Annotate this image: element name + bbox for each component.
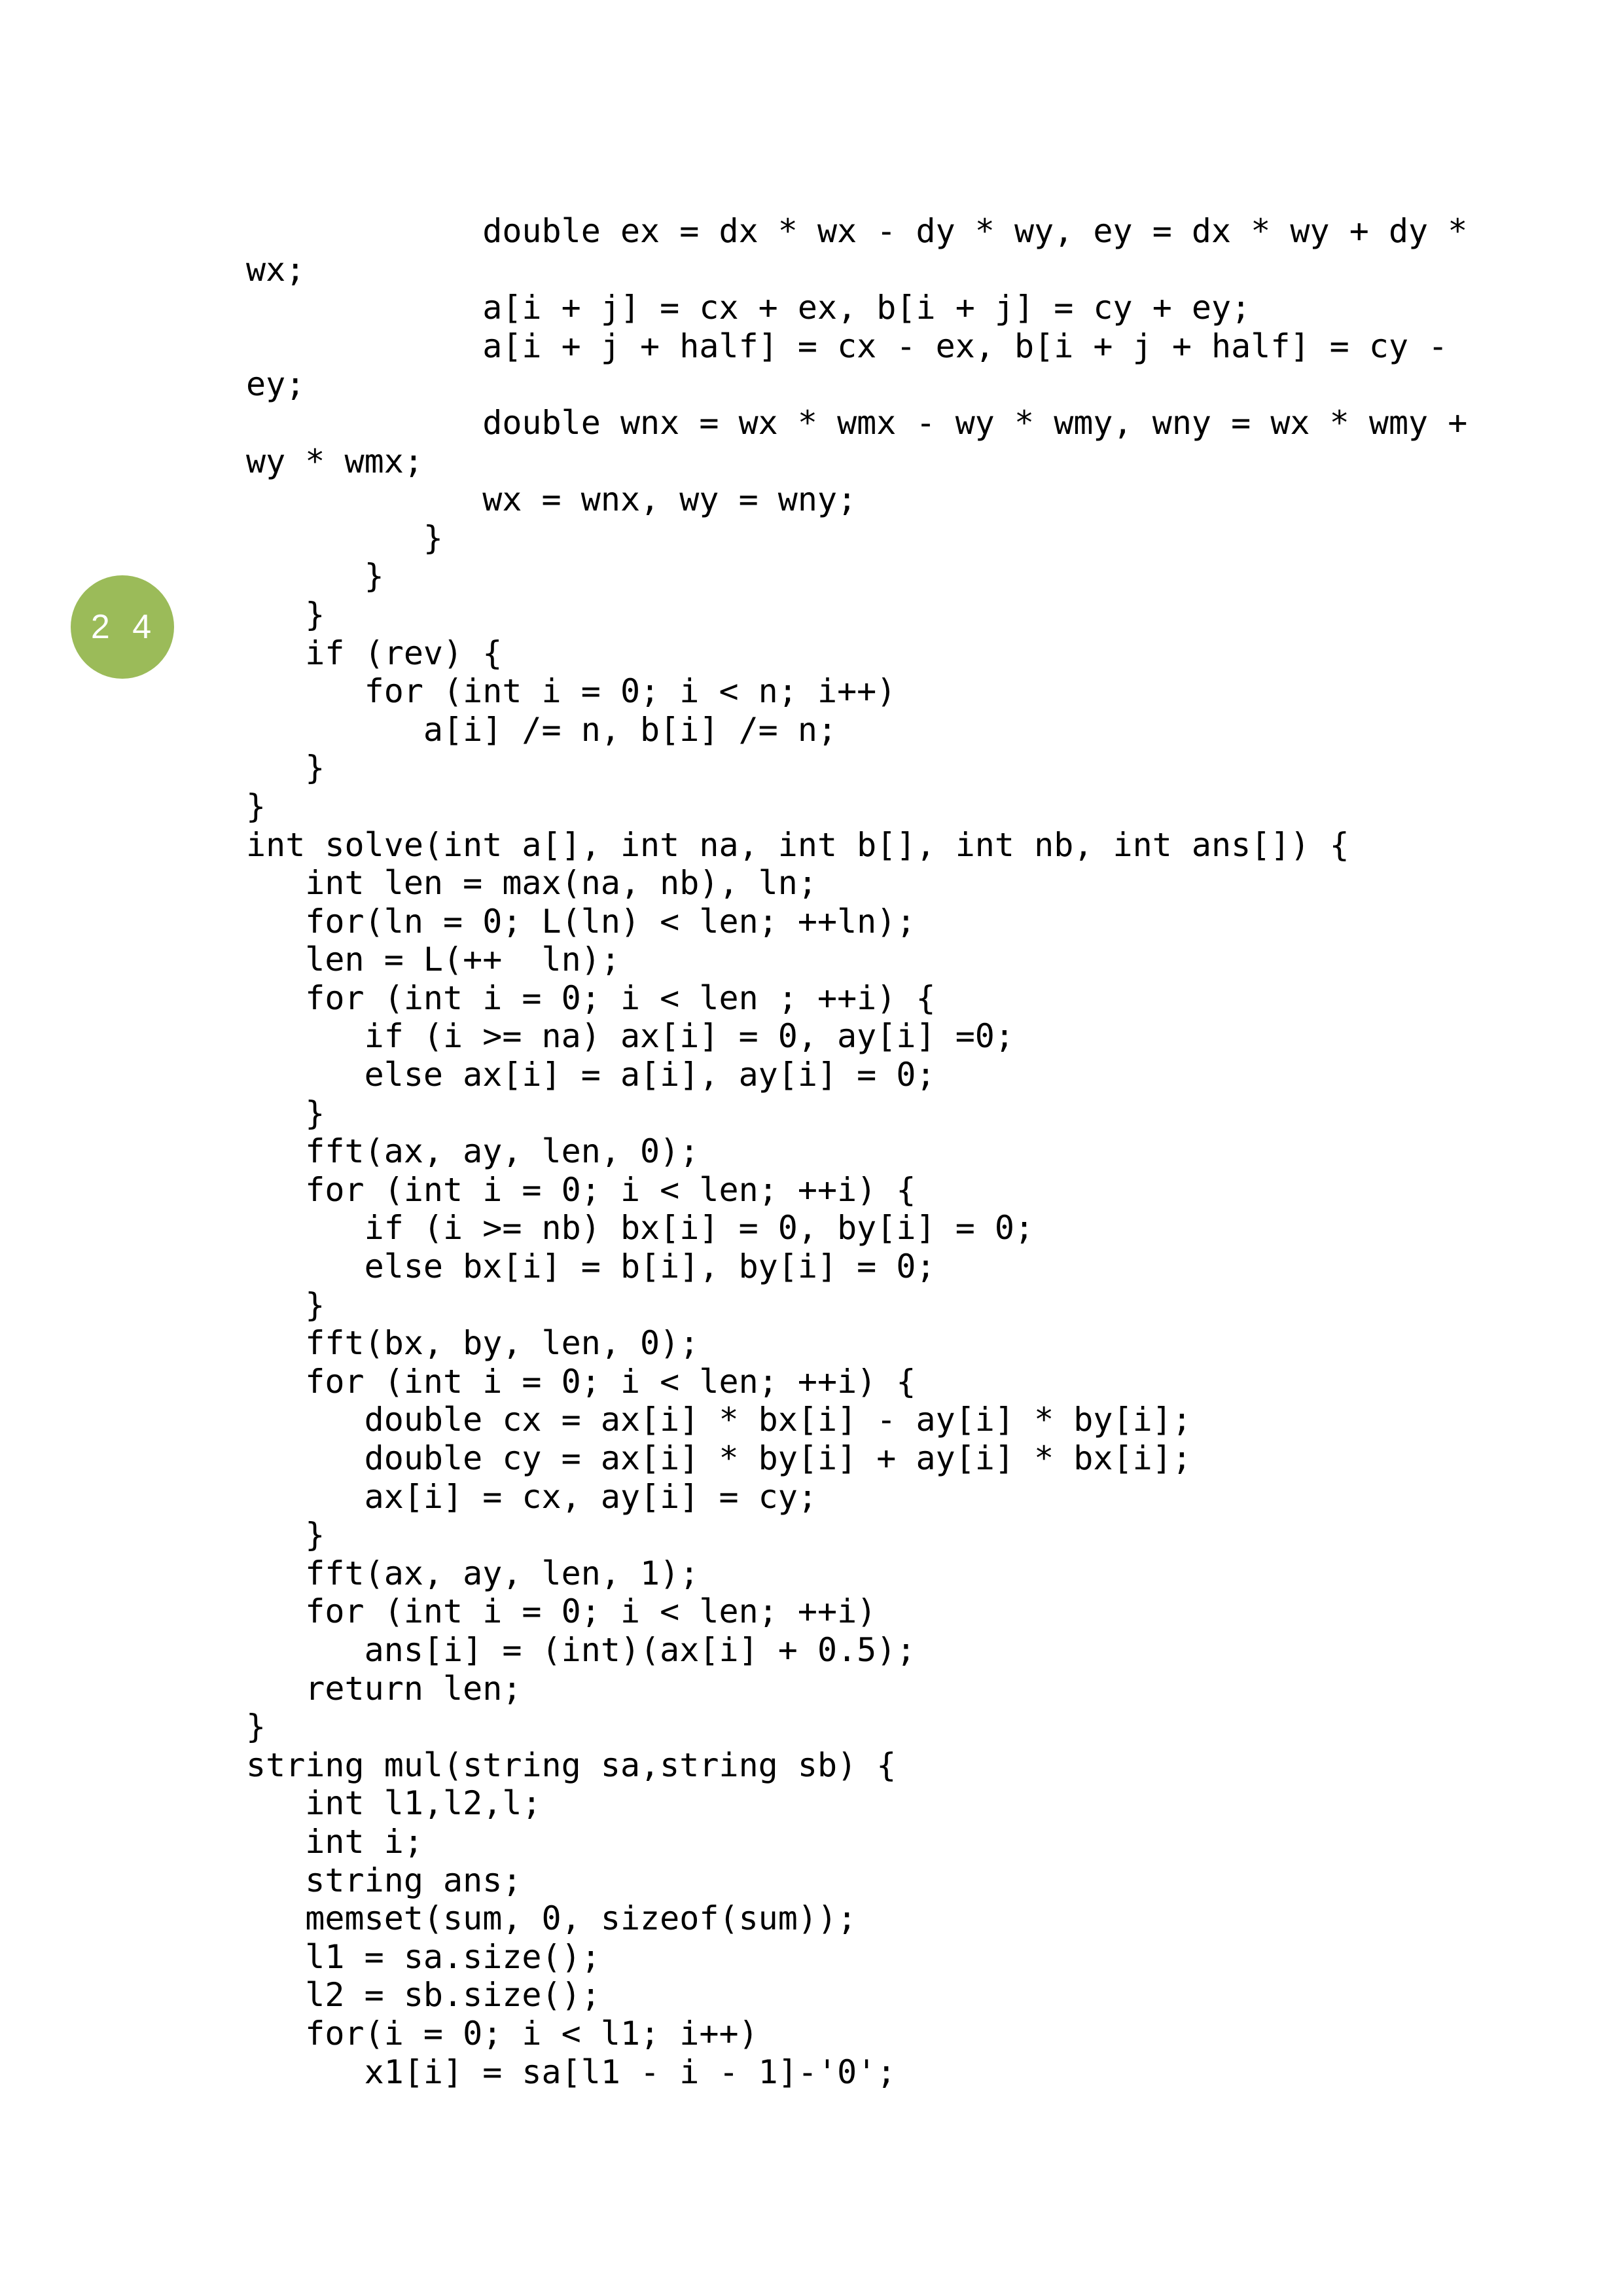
- page-number-badge: 2 4: [71, 575, 174, 679]
- code-line: }: [246, 595, 325, 634]
- code-line: a[i] /= n, b[i] /= n;: [246, 710, 838, 749]
- code-line: wx;: [246, 250, 306, 289]
- code-line: return len;: [246, 1669, 522, 1708]
- code-line: string ans;: [246, 1861, 522, 1899]
- code-line: ax[i] = cx, ay[i] = cy;: [246, 1477, 817, 1516]
- code-line: wx = wnx, wy = wny;: [246, 480, 857, 519]
- code-line: a[i + j + half] = cx - ex, b[i + j + half] = cy -: [246, 327, 1448, 365]
- code-line: a[i + j] = cx + ex, b[i + j] = cy + ey;: [246, 289, 1251, 327]
- code-line: int l1,l2,l;: [246, 1784, 542, 1823]
- code-line: int len = max(na, nb), ln;: [246, 864, 817, 903]
- code-line: ans[i] = (int)(ax[i] + 0.5);: [246, 1630, 916, 1669]
- code-line: memset(sum, 0, sizeof(sum));: [246, 1899, 857, 1938]
- code-line: }: [246, 1094, 325, 1132]
- code-line: l1 = sa.size();: [246, 1937, 601, 1976]
- code-line: for (int i = 0; i < len ; ++i) {: [246, 978, 936, 1017]
- code-line: }: [246, 1285, 325, 1324]
- code-line: fft(bx, by, len, 0);: [246, 1324, 700, 1363]
- code-line: for (int i = 0; i < len; ++i): [246, 1592, 877, 1631]
- code-line: for (int i = 0; i < len; ++i) {: [246, 1170, 916, 1209]
- code-line: double wnx = wx * wmx - wy * wmy, wny = wx * wmy +: [246, 403, 1468, 442]
- code-line: }: [246, 557, 384, 596]
- code-line: else bx[i] = b[i], by[i] = 0;: [246, 1247, 936, 1286]
- code-line: for(ln = 0; L(ln) < len; ++ln);: [246, 902, 916, 941]
- code-line: l2 = sb.size();: [246, 1976, 601, 2015]
- code-line: wy * wmx;: [246, 442, 423, 480]
- code-line: }: [246, 518, 444, 557]
- code-line: fft(ax, ay, len, 1);: [246, 1554, 700, 1592]
- code-line: }: [246, 787, 266, 825]
- code-line: for (int i = 0; i < n; i++): [246, 672, 897, 711]
- code-listing: [246, 212, 1468, 2091]
- code-line: fft(ax, ay, len, 0);: [246, 1132, 700, 1171]
- code-line: else ax[i] = a[i], ay[i] = 0;: [246, 1056, 936, 1094]
- code-line: double cy = ax[i] * by[i] + ay[i] * bx[i];: [246, 1439, 1192, 1477]
- code-line: string mul(string sa,string sb) {: [246, 1746, 897, 1784]
- code-line: if (i >= na) ax[i] = 0, ay[i] =0;: [246, 1017, 1014, 1056]
- code-line: }: [246, 1516, 325, 1554]
- code-line: int i;: [246, 1822, 423, 1861]
- code-line: if (i >= nb) bx[i] = 0, by[i] = 0;: [246, 1209, 1035, 1247]
- code-line: for (int i = 0; i < len; ++i) {: [246, 1362, 916, 1401]
- code-line: for(i = 0; i < l1; i++): [246, 2014, 758, 2053]
- code-line: int solve(int a[], int na, int b[], int nb, int ans[]) {: [246, 825, 1349, 864]
- code-line: double cx = ax[i] * bx[i] - ay[i] * by[i];: [246, 1401, 1192, 1439]
- code-line: if (rev) {: [246, 634, 503, 672]
- code-line: ey;: [246, 365, 306, 404]
- code-line: len = L(++ ln);: [246, 941, 620, 979]
- code-line: }: [246, 1708, 266, 1746]
- code-line: x1[i] = sa[l1 - i - 1]-'0';: [246, 2053, 897, 2091]
- code-line: }: [246, 749, 325, 787]
- code-line: double ex = dx * wx - dy * wy, ey = dx * wy + dy *: [246, 212, 1468, 250]
